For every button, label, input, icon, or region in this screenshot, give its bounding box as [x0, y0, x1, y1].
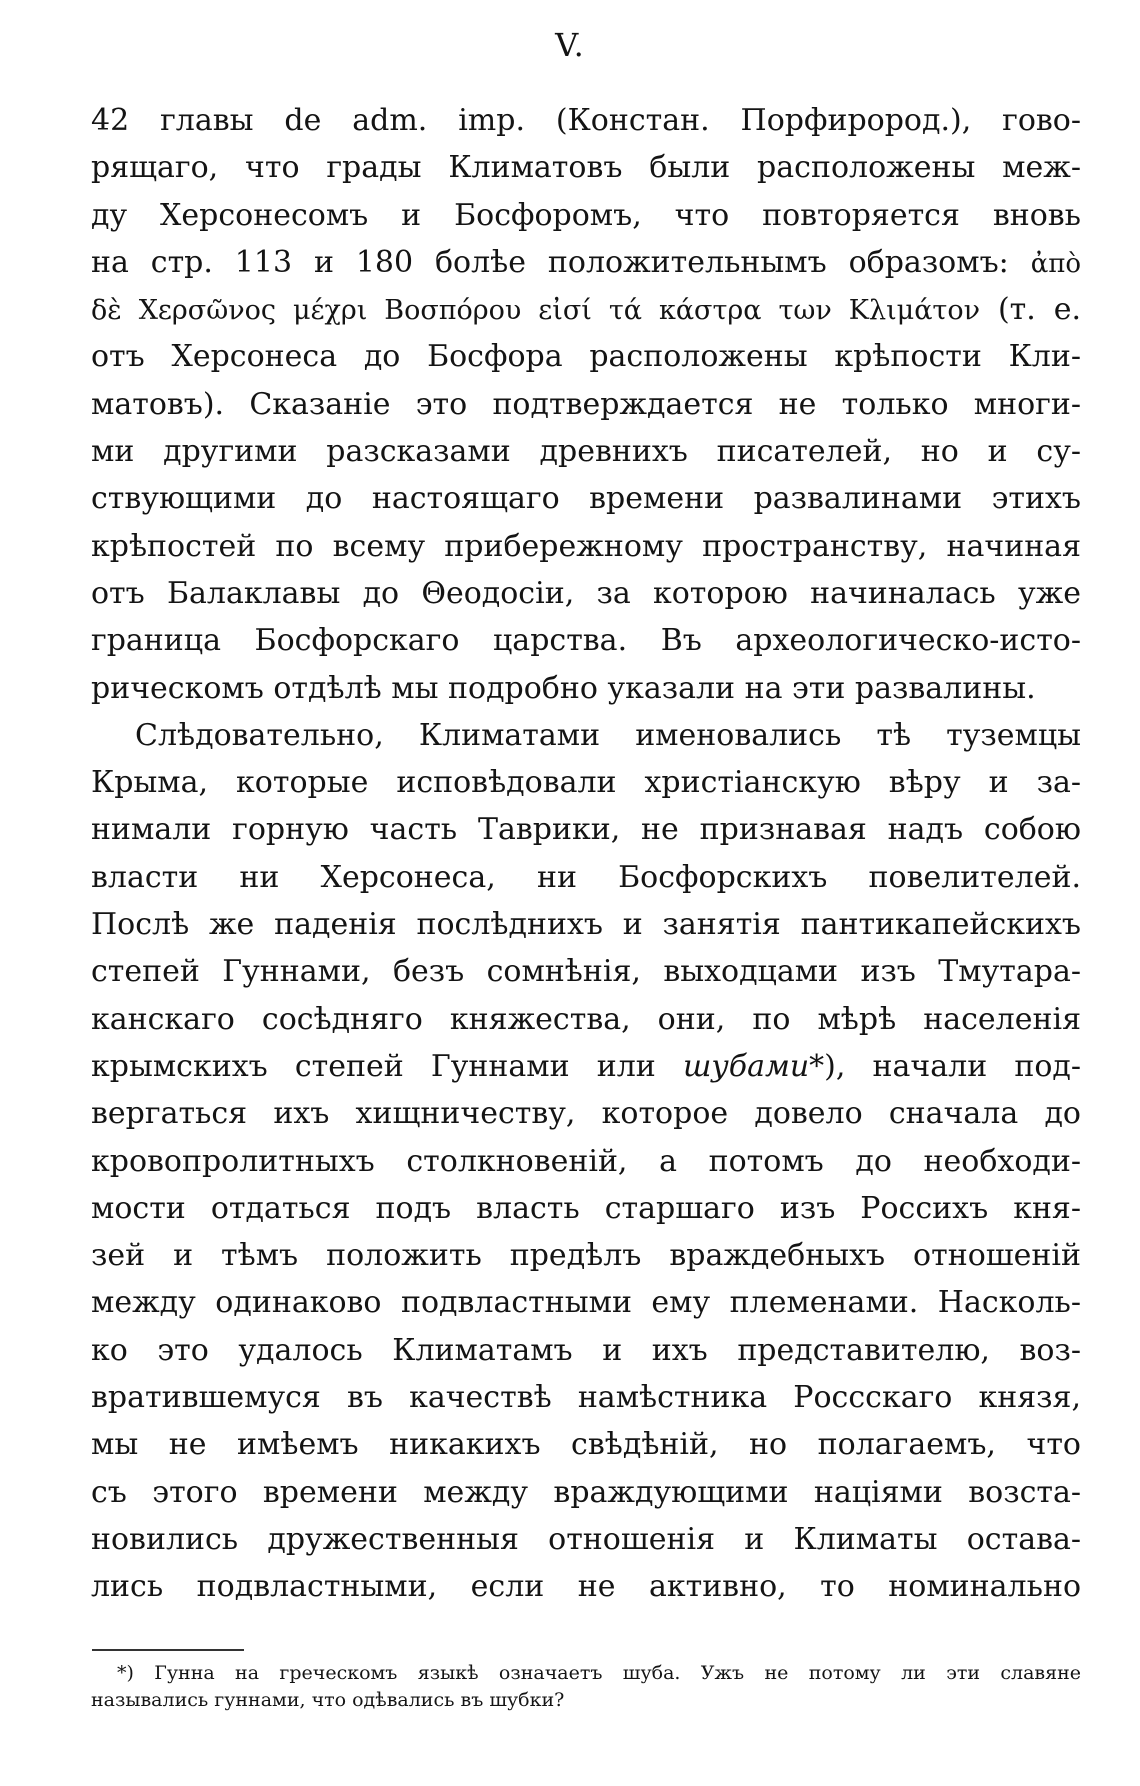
- text-line-32: лись подвластными, если не активно, то номинально: [91, 1569, 1081, 1605]
- text-line-30: съ этого времени между враждующими націями возста-: [91, 1474, 1081, 1510]
- body-text: [91, 97, 1081, 1611]
- text-line-11: отъ Балаклавы до Θеодосіи, за которою начиналась уже: [91, 575, 1081, 611]
- text-line-7: матовъ). Сказаніе это подтверждается не только многи-: [91, 386, 1081, 422]
- text-line-16: нимали горную часть Таврики, не признавая надъ собою: [91, 812, 1081, 848]
- footnote-line-1: *) Гунна на греческомъ языкѣ означаетъ шуба. Ужъ не потому ли эти славяне: [117, 1662, 1081, 1684]
- text-line-28: вратившемуся въ качествѣ намѣстника Россскаго князя,: [91, 1380, 1081, 1416]
- text-line-21-start: крымскихъ степей Гуннами или: [91, 1048, 656, 1084]
- text-line-25: зей и тѣмъ положить предѣлъ враждебныхъ отношеній: [91, 1238, 1081, 1274]
- text-line-12: граница Босфорскаго царства. Въ археологическо-исто-: [91, 623, 1081, 659]
- footnote-divider: [92, 1649, 244, 1651]
- text-line-15: Крыма, которые исповѣдовали христіанскую вѣру и за-: [91, 765, 1081, 801]
- footnote-line-2: назывались гуннами, что одѣвались въ шубки?: [91, 1689, 565, 1711]
- text-line-9: ствующими до настоящаго времени развалинами этихъ: [91, 481, 1081, 517]
- text-line-1: 42 главы de adm. imp. (Констан. Порфирород.), гово-: [91, 103, 1081, 138]
- text-line-4: [91, 239, 1081, 286]
- text-line-5: [91, 286, 1081, 333]
- text-line-29: мы не имѣемъ никакихъ свѣдѣній, но полагаемъ, что: [91, 1427, 1081, 1463]
- text-line-6: отъ Херсонеса до Босфора расположены крѣпости Кли-: [91, 339, 1081, 375]
- page-number: V.: [555, 26, 585, 64]
- text-line-27: ко это удалось Климатамъ и ихъ представителю, воз-: [91, 1332, 1081, 1368]
- text-line-8: ми другими разсказами древнихъ писателей, но и су-: [91, 434, 1081, 470]
- text-line-20: канскаго сосѣдняго княжества, они, по мѣрѣ населенія: [91, 1001, 1081, 1037]
- text-line-22: вергаться ихъ хищничеству, которое довело сначала до: [91, 1096, 1081, 1132]
- text-line-18: Послѣ же паденія послѣднихъ и занятія пантикапейскихъ: [91, 907, 1081, 943]
- text-line-17: власти ни Херсонеса, ни Босфорскихъ повелителей.: [91, 859, 1081, 895]
- footnote: [91, 1660, 1081, 1714]
- text-line-26: между одинаково подвластными ему племенами. Насколь-: [91, 1285, 1081, 1321]
- text-line-24: мости отдаться подъ власть старшаго изъ Россихъ кня-: [91, 1190, 1081, 1226]
- text-line-19: степей Гуннами, безъ сомнѣнія, выходцами изъ Тмутара-: [91, 954, 1081, 990]
- greek-quote-translation-start: (т. е.: [997, 292, 1081, 328]
- text-line-4-main: на стр. 113 и 180 болѣе положительнымъ образомъ:: [91, 244, 1009, 280]
- italic-word: шубами: [682, 1048, 810, 1084]
- text-line-21: [91, 1043, 1081, 1090]
- text-line-2: рящаго, что грады Климатовъ были расположены меж-: [91, 150, 1081, 186]
- text-line-13: рическомъ отдѣлѣ мы подробно указали на эти развалины.: [91, 670, 1036, 706]
- text-line-3: ду Херсонесомъ и Босфоромъ, что повторяется вновь: [91, 197, 1081, 233]
- greek-inline: ἀπὸ: [1030, 248, 1081, 279]
- footnote-reference: *), начали под-: [809, 1048, 1081, 1084]
- text-line-23: кровопролитныхъ столкновеній, а потомъ до необходи-: [91, 1143, 1081, 1179]
- greek-quote: δὲ Χερσῶνος μέχρι Βοσπόρου εἰσί τά κάστρα των Κλιμάτον: [91, 295, 981, 327]
- text-line-10: крѣпостей по всему прибережному пространству, начиная: [91, 528, 1081, 564]
- text-line-31: новились дружественныя отношенія и Климаты остава-: [91, 1521, 1081, 1557]
- text-line-14: Слѣдовательно, Климатами именовались тѣ туземцы: [135, 717, 1081, 753]
